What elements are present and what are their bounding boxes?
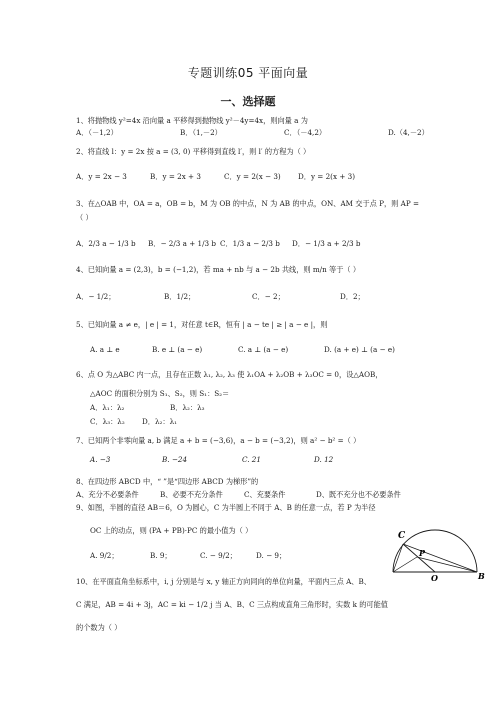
q4-option-c: C．− 2； xyxy=(252,292,285,301)
section-heading: 一、选择题 xyxy=(220,95,276,108)
q3-paren: （ ） xyxy=(76,213,93,222)
q2-option-d: D．y = 2(x + 3) xyxy=(298,172,356,181)
label-p: P xyxy=(419,548,426,558)
q8-option-a: A、充分不必要条件 xyxy=(76,490,139,499)
q5-stem: 5、已知向量 a ≠ e，| e | = 1，对任意 t∈R，恒有 | a − te | ≥ | a − e |，则 xyxy=(76,320,328,329)
q9-option-b: B. 9； xyxy=(150,551,172,560)
semicircle-arc xyxy=(393,530,477,572)
q1-option-a: A．（－1,2） xyxy=(76,128,118,137)
q8-stem: 8、在四边形 ABCD 中，“ ”是“四边形 ABCD 为梯形”的 xyxy=(76,477,259,486)
q1-stem: 1、将抛物线 y²=4x 沿向量 a 平移得到抛物线 y²－4y=4x，则向量 a 为 xyxy=(76,116,308,125)
q8-option-c: C、充要条件 xyxy=(244,490,286,499)
q1-options xyxy=(76,129,436,136)
q2-option-b: B．y = 2x + 3 xyxy=(150,172,201,181)
q4-option-b: B．1/2； xyxy=(164,292,196,301)
q7-stem: 7、已知两个非零向量 a, b 满足 a + b = (−3,6)，a − b = (−3,2)，则 a² − b² =（ ） xyxy=(76,436,361,445)
chord-cb xyxy=(403,544,477,572)
q4-options xyxy=(76,293,436,300)
q7-option-b: B. −24 xyxy=(162,455,188,464)
q2-option-a: A．y = 2x − 3 xyxy=(76,172,127,181)
label-c: C xyxy=(398,531,406,541)
q9-option-d: D. − 9； xyxy=(256,551,287,560)
q1-option-d: D.（4,－2） xyxy=(388,128,429,137)
label-o: O xyxy=(431,573,438,582)
q7-option-d: D. 12 xyxy=(314,455,334,464)
q5-options xyxy=(90,346,450,353)
q6-option-c: C．λ₃：λ₂ xyxy=(90,417,125,426)
q9-option-c: C. − 9/2； xyxy=(200,551,237,560)
q7-option-c: C. 21 xyxy=(242,455,261,464)
q6-options-row-2 xyxy=(90,418,450,425)
q3-option-d: D．− 1/3 a + 2/3 b xyxy=(292,239,361,248)
q5-option-b: B. e ⊥ (a − e) xyxy=(152,345,203,354)
semicircle-figure xyxy=(388,522,488,582)
q6-option-a: A．λ₁：λ₂ xyxy=(90,403,125,412)
q8-options xyxy=(76,491,436,498)
q9-option-a: A. 9/2； xyxy=(90,551,119,560)
q1-option-c: C．（－4,2） xyxy=(284,128,327,137)
q5-option-c: C. a ⊥ (a − e) xyxy=(238,345,289,354)
q2-option-c: C．y = 2(x − 3) xyxy=(224,172,281,181)
q9-stem: 9、如图，半圆的直径 AB＝6，O 为圆心，C 为半圆上不同于 A、B 的任意一点，若 P 为半径 xyxy=(76,503,376,512)
q3-option-c: C．1/3 a − 2/3 b xyxy=(220,239,280,248)
q5-option-a: A. a ⊥ e xyxy=(90,345,120,354)
q6-option-b: B．λ₂：λ₃ xyxy=(170,403,205,412)
q8-option-b: B、必要不充分条件 xyxy=(160,490,223,499)
q10-stem-3: 的个数为（ ） xyxy=(76,623,122,632)
q5-option-d: D. (a + e) ⊥ (a − e) xyxy=(324,345,395,354)
label-b: B xyxy=(478,571,485,581)
q1-option-b: B．（1,－2） xyxy=(180,128,222,137)
q3-options xyxy=(76,240,436,247)
page-title: 专题训练05 平面向量 xyxy=(187,66,309,80)
q3-option-b: B．− 2/3 a + 1/3 b xyxy=(148,239,216,248)
q9-stem-2: OC 上的动点，则 (PA + PB)·PC 的最小值为（ ） xyxy=(90,526,253,535)
q6-option-d: D．λ₂：λ₁ xyxy=(142,417,178,426)
q3-option-a: A．2/3 a − 1/3 b xyxy=(76,239,136,248)
q6-stem: 6、点 O 为△ABC 内一点，且存在正数 λ₁, λ₂, λ₃ 使 λ₁OA + λ₂OB + λ₃OC = 0，设△AOB， xyxy=(76,370,383,379)
q10-stem: 10、在平面直角坐标系中，i, j 分别是与 x, y 轴正方向同向的单位向量，平面内三点 A、B、 xyxy=(76,577,371,586)
q7-option-a: A. −3 xyxy=(90,455,111,464)
segment-pa xyxy=(393,557,417,572)
q10-stem-2: C 满足，AB = 4i + 3j，AC = ki − 1/2 j 当 A、B、C 三点构成直角三角形时，实数 k 的可能值 xyxy=(76,600,388,609)
q4-option-d: D．2； xyxy=(340,292,365,301)
q6-stem-2: △AOC 的面积分别为 S₁、S₂，则 S₁：S₂＝ xyxy=(90,389,230,398)
q4-stem: 4、已知向量 a = (2,3)，b = (−1,2)，若 ma + nb 与 a − 2b 共线，则 m/n 等于（ ） xyxy=(76,265,361,274)
chord-ac xyxy=(393,544,403,572)
q3-stem: 3、在△OAB 中，OA = a，OB = b，M 为 OB 的中点，N 为 AB 的中点，ON、AM 交于点 P，则 AP = xyxy=(76,199,419,208)
q2-options xyxy=(76,173,436,180)
q4-option-a: A．− 1/2； xyxy=(76,292,116,301)
q7-options xyxy=(90,456,450,463)
q2-stem: 2、将直线 l：y = 2x 按 a = (3, 0) 平移得到直线 l′，则 l′ 的方程为（ ） xyxy=(76,147,311,156)
q6-options-row-1 xyxy=(90,404,450,411)
q8-option-d: D、既不充分也不必要条件 xyxy=(316,490,401,499)
